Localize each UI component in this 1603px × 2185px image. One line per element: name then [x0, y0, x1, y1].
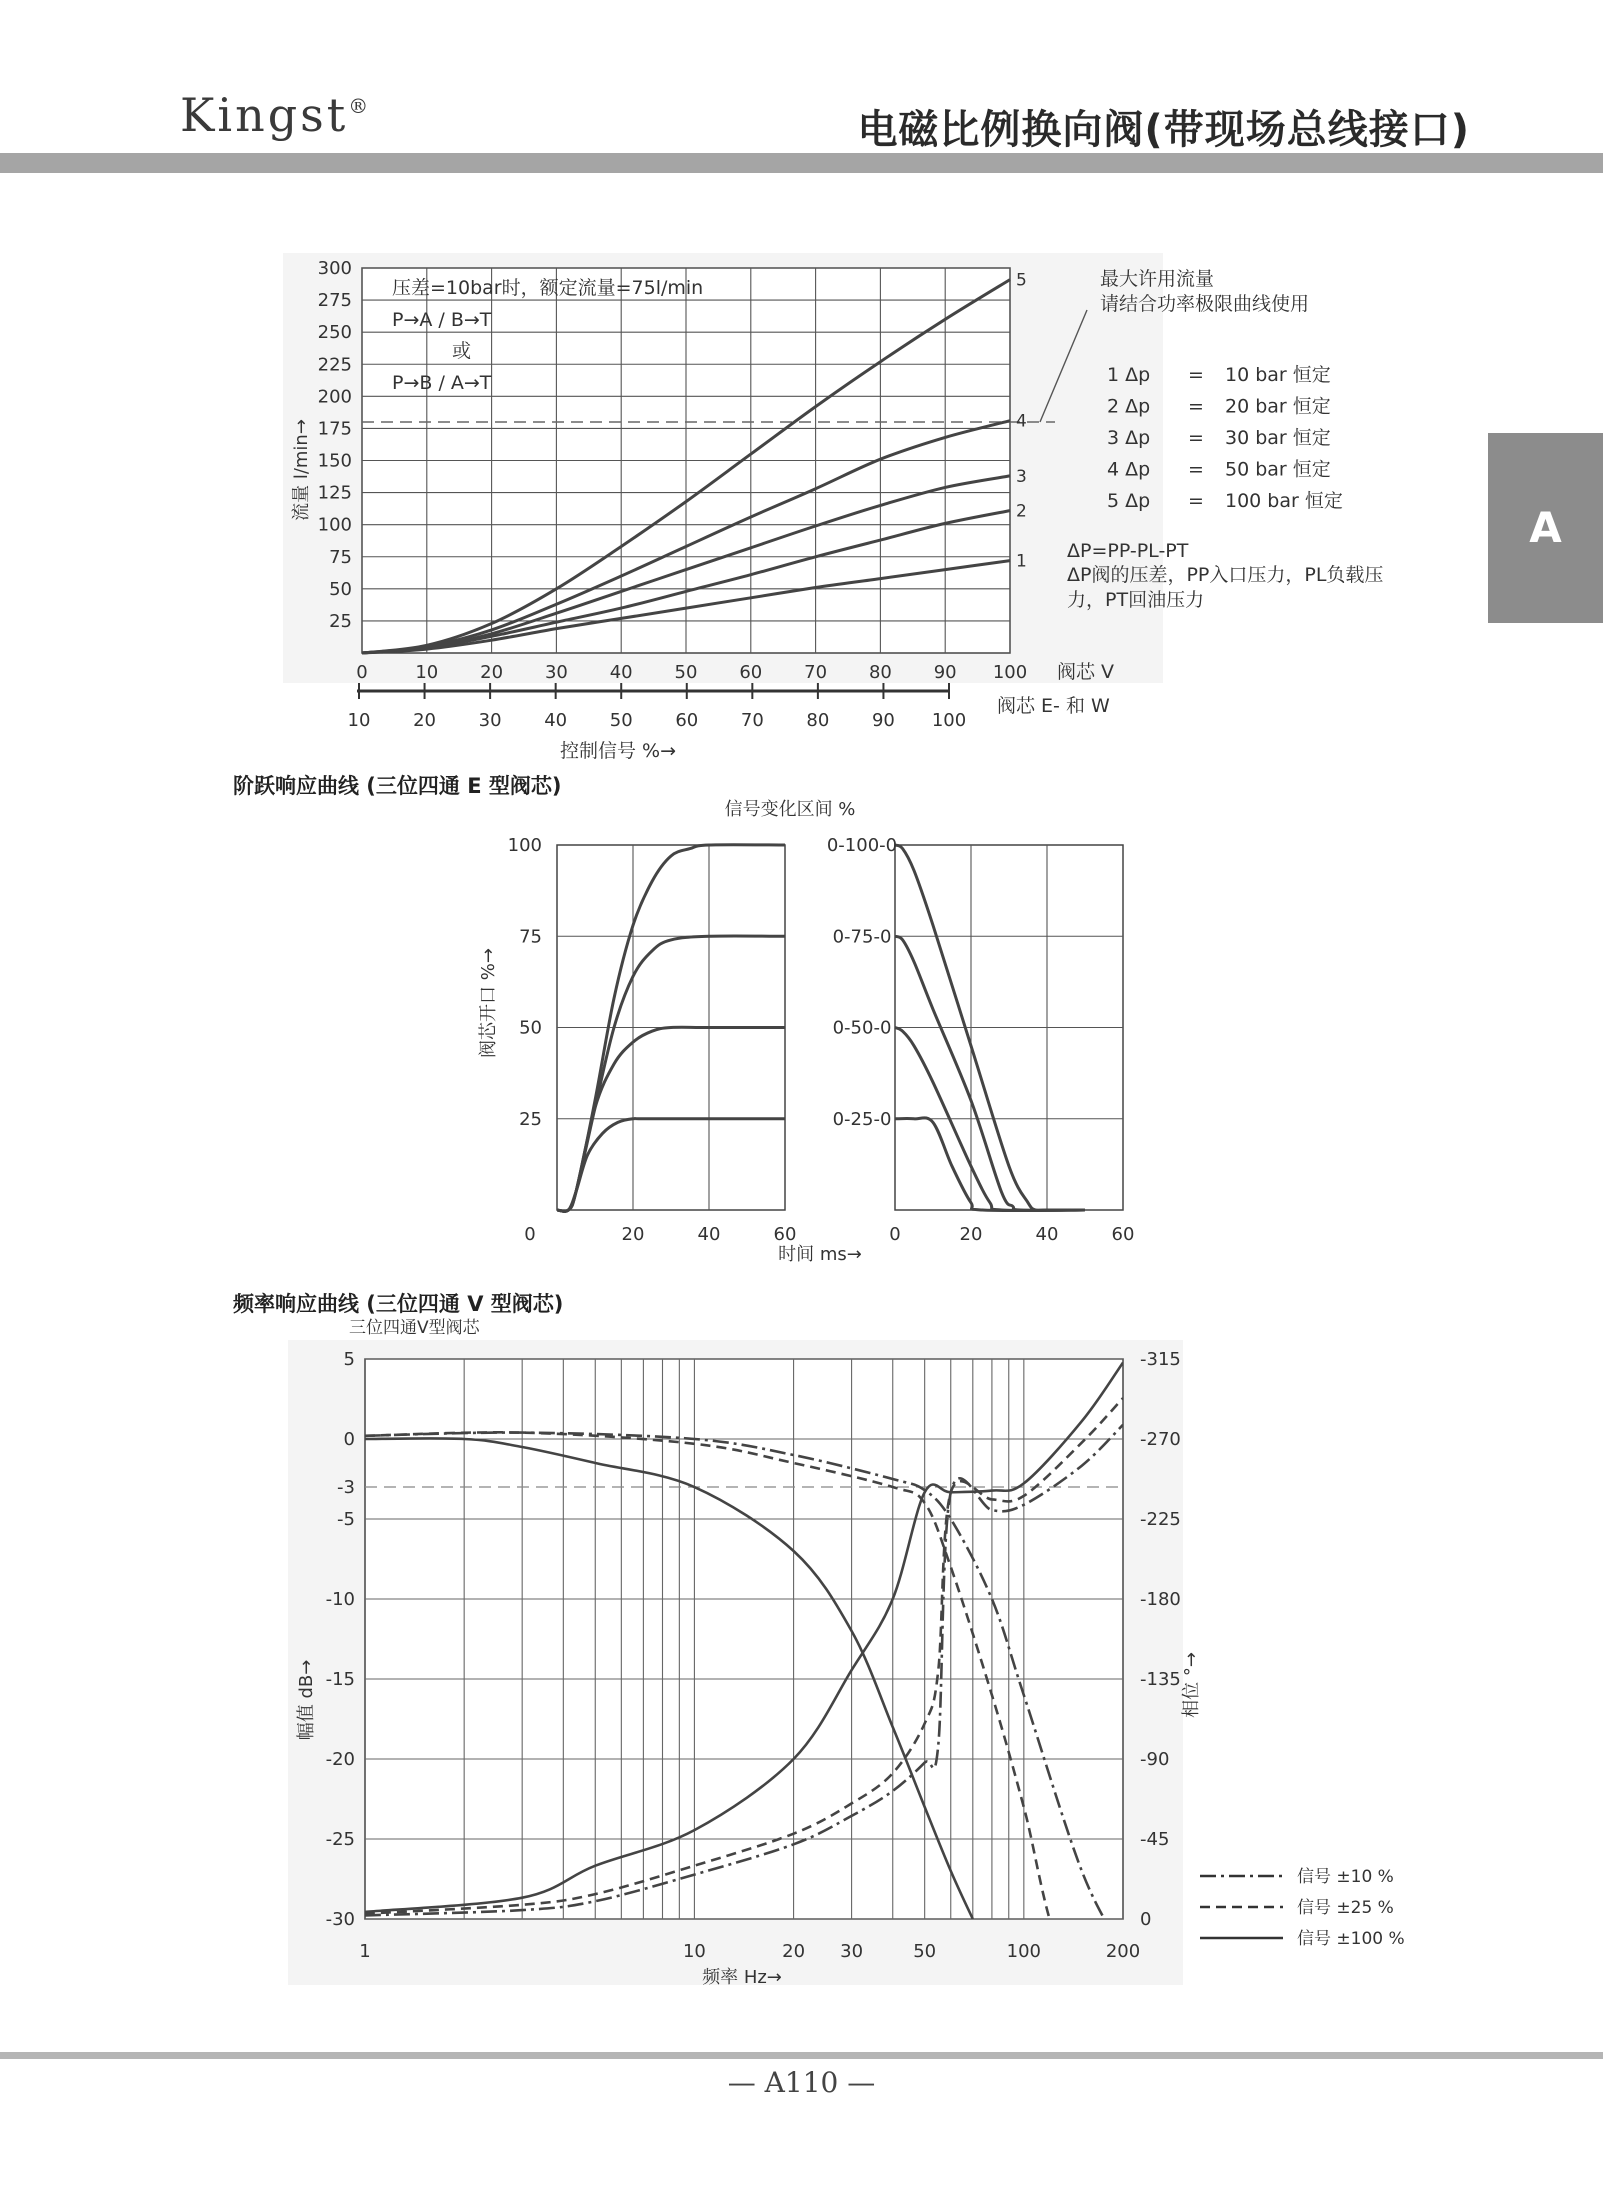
- flow-curve-label: 1: [1016, 551, 1027, 572]
- freq-y-tick-left: -15: [325, 1669, 355, 1690]
- step-y-tick-label: 25: [519, 1108, 542, 1130]
- flow-x-tick-ew-label: 80: [806, 710, 830, 731]
- freq-y-label-right: 相位 °→: [1181, 1652, 1202, 1718]
- freq-y-tick-right: -315: [1140, 1349, 1181, 1370]
- freq-y-tick-left: -10: [325, 1589, 355, 1610]
- freq-legend: [1200, 1867, 1405, 1949]
- dp-description-1: ΔP阀的压差，PP入口压力，PL负载压: [1067, 564, 1384, 586]
- step-x-tick-label: 40: [697, 1224, 721, 1245]
- step-x-label: 时间 ms→: [778, 1244, 862, 1265]
- step-y-tick-label: 100: [507, 835, 542, 856]
- flow-curve-label: 3: [1016, 466, 1027, 487]
- flow-x-tick-ew-label: 10: [347, 710, 371, 731]
- flow-x-tick-ew-label: 20: [413, 710, 437, 731]
- flow-y-tick-label: 50: [329, 578, 352, 600]
- freq-y-tick-left: 5: [343, 1349, 355, 1370]
- step-response-chart: [478, 799, 1134, 1265]
- freq-y-tick-left: -5: [337, 1509, 355, 1530]
- step-x-tick-label: 60: [1111, 1224, 1135, 1245]
- freq-y-tick-left: -3: [337, 1477, 355, 1498]
- frequency-response-heading: 频率响应曲线 (三位四通 V 型阀芯): [233, 1292, 564, 1316]
- flow-curve-label: 2: [1016, 501, 1027, 522]
- flow-note: 压差=10bar时，额定流量=75l/min: [392, 277, 704, 299]
- step-range-label: 0-50-0: [832, 1017, 892, 1039]
- flow-legend-value: 30 bar 恒定: [1225, 427, 1331, 449]
- flow-curve-label: 4: [1016, 411, 1027, 432]
- freq-y-tick-right: -135: [1140, 1669, 1181, 1690]
- flow-chart: [283, 253, 1383, 762]
- flow-y-tick-label: 125: [317, 482, 352, 504]
- flow-x-tick-label: 80: [868, 662, 892, 683]
- freq-y-tick-right: -90: [1140, 1749, 1170, 1770]
- flow-x-tick-ew-label: 50: [609, 710, 633, 731]
- dp-description-2: 力，PT回油压力: [1067, 589, 1205, 611]
- dp-formula: ΔP=PP-PL-PT: [1067, 540, 1189, 562]
- step-x-tick-label: 20: [959, 1224, 983, 1245]
- freq-y-tick-right: -180: [1140, 1589, 1181, 1610]
- flow-legend-value: 10 bar 恒定: [1225, 364, 1331, 386]
- flow-x-tick-label: 50: [674, 662, 698, 683]
- flow-curve-label: 5: [1016, 270, 1027, 291]
- flow-legend-number: 5 Δp: [1107, 490, 1151, 512]
- freq-y-tick-left: -20: [325, 1749, 355, 1770]
- footer-divider: [0, 2052, 1603, 2059]
- step-y-label: 阀芯开口 %→: [478, 948, 499, 1058]
- freq-legend-label: 信号 ±10 %: [1297, 1867, 1394, 1887]
- flow-y-tick-label: 275: [317, 290, 352, 312]
- flow-y-tick-label: 150: [317, 450, 352, 472]
- flow-x-tick-label: 100: [992, 662, 1028, 683]
- flow-y-tick-label: 200: [317, 386, 352, 408]
- flow-legend-equals: =: [1188, 490, 1204, 512]
- flow-legend-equals: =: [1188, 395, 1204, 418]
- flow-x-tick-ew-label: 70: [740, 710, 764, 731]
- flow-legend-value: 100 bar 恒定: [1225, 490, 1343, 512]
- flow-x-tick-ew-label: 100: [931, 710, 967, 731]
- freq-x-label: 频率 Hz→: [702, 1967, 782, 1988]
- step-x-tick-label: 40: [1035, 1224, 1059, 1245]
- flow-legend-number: 2 Δp: [1107, 395, 1151, 418]
- flow-x-tick-label: 10: [415, 662, 439, 683]
- flow-legend-equals: =: [1188, 427, 1204, 449]
- flow-y-label: 流量 l/min→: [291, 419, 312, 521]
- freq-y-tick-left: -30: [325, 1909, 355, 1930]
- step-x-tick-label: 0: [524, 1224, 536, 1245]
- step-range-labels: [827, 835, 897, 1130]
- flow-control-label: 控制信号 %→: [559, 740, 677, 762]
- freq-x-tick: 10: [682, 1941, 706, 1962]
- flow-y-tick-label: 175: [317, 418, 352, 440]
- freq-x-tick: 20: [782, 1941, 806, 1962]
- section-tab: A: [1488, 433, 1603, 623]
- freq-legend-label: 信号 ±100 %: [1297, 1929, 1405, 1949]
- flow-legend-equals: =: [1188, 364, 1204, 386]
- freq-legend-label: 信号 ±25 %: [1297, 1898, 1394, 1918]
- freq-x-tick: 200: [1105, 1941, 1141, 1962]
- flow-x-tick-ew-label: 30: [478, 710, 502, 731]
- step-x-tick-label: 20: [621, 1224, 645, 1245]
- flow-y-tick-label: 225: [317, 354, 352, 376]
- freq-y-tick-right: -45: [1140, 1829, 1170, 1850]
- document-title: 电磁比例换向阀(带现场总线接口): [857, 107, 1470, 153]
- flow-x-tick-label: 30: [544, 662, 568, 683]
- flow-direction-2: P→B / A→T: [392, 372, 492, 394]
- page-number: — A110 —: [727, 2066, 876, 2099]
- flow-y-tick-label: 25: [329, 610, 352, 632]
- freq-y-tick-left: 0: [343, 1429, 355, 1450]
- flow-legend-equals: =: [1188, 458, 1204, 481]
- flow-direction-1: P→A / B→T: [392, 309, 492, 331]
- freq-y-tick-right: -225: [1140, 1509, 1181, 1530]
- flow-x-tick-ew-label: 40: [544, 710, 568, 731]
- step-y-tick-label: 50: [519, 1017, 542, 1039]
- freq-x-tick: 30: [840, 1941, 864, 1962]
- flow-x-label-ew: 阀芯 E- 和 W: [997, 695, 1110, 717]
- flow-y-tick-label: 300: [317, 258, 352, 279]
- flow-x-tick-label: 0: [356, 662, 368, 683]
- freq-subtitle: 三位四通V型阀芯: [349, 1318, 480, 1338]
- frequency-response-chart: [288, 1318, 1405, 1999]
- flow-legend-number: 3 Δp: [1107, 427, 1151, 449]
- flow-x-tick-label: 70: [804, 662, 828, 683]
- flow-legend-value: 20 bar 恒定: [1225, 395, 1331, 418]
- step-range-label: 0-75-0: [832, 926, 892, 948]
- freq-x-tick: 100: [1006, 1941, 1042, 1962]
- step-range-label: 0-25-0: [832, 1108, 892, 1130]
- flow-x-tick-label: 90: [933, 662, 957, 683]
- step-range-label: 0-100-0: [826, 835, 898, 856]
- flow-or-label: 或: [452, 340, 472, 362]
- flow-legend-number: 1 Δp: [1107, 364, 1151, 386]
- flow-y-tick-label: 250: [317, 322, 352, 344]
- step-x-tick-label: 0: [889, 1224, 901, 1245]
- flow-x-tick-label: 40: [609, 662, 633, 683]
- freq-x-tick: 50: [913, 1941, 937, 1962]
- flow-y-tick-label: 100: [317, 514, 352, 536]
- flow-x-label-v: 阀芯 V: [1057, 661, 1115, 683]
- max-flow-note-1: 最大许用流量: [1100, 268, 1215, 290]
- flow-legend-number: 4 Δp: [1107, 458, 1151, 481]
- flow-x-tick-label: 20: [480, 662, 504, 683]
- flow-x-tick-label: 60: [739, 662, 763, 683]
- flow-y-tick-label: 75: [329, 546, 352, 568]
- brand-logo: Kingst®: [180, 88, 372, 142]
- flow-x-tick-ew-label: 90: [871, 710, 895, 731]
- freq-y-tick-right: 0: [1140, 1909, 1152, 1930]
- step-y-tick-label: 75: [519, 926, 542, 948]
- flow-legend-value: 50 bar 恒定: [1225, 458, 1331, 481]
- freq-x-tick: 1: [359, 1941, 371, 1962]
- flow-x-tick-ew-label: 60: [675, 710, 699, 731]
- freq-y-label-left: 幅值 dB→: [296, 1659, 317, 1741]
- step-x-tick-label: 60: [773, 1224, 797, 1245]
- step-response-heading: 阶跃响应曲线 (三位四通 E 型阀芯): [233, 774, 562, 798]
- step-top-label: 信号变化区间 %: [724, 799, 856, 820]
- freq-y-tick-left: -25: [325, 1829, 355, 1850]
- freq-y-tick-right: -270: [1140, 1429, 1181, 1450]
- max-flow-note-2: 请结合功率极限曲线使用: [1100, 293, 1310, 315]
